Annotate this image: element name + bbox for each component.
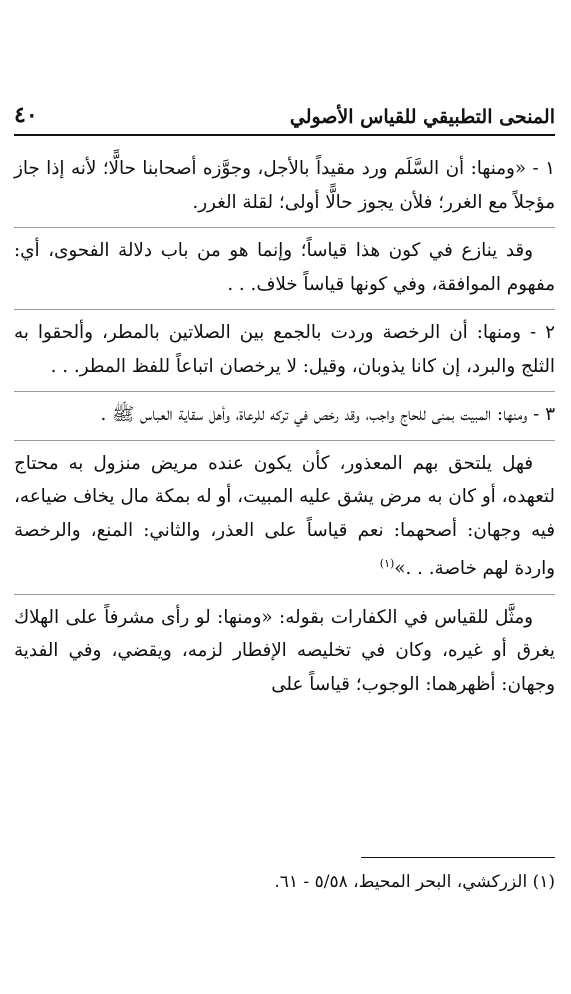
page-header [14,96,555,136]
paragraph-5-text: فهل يلتحق بهم المعذور، كأن يكون عنده مريض منزول به محتاج لتعهده، أو كان به مرض يشق عليه المبيت، أو له بمكة مال يخاف ضياعه، فيه وجهان: أصحهما: نعم قياساً على العذر، والثاني: المنع، والرخصة واردة لهم خاصة. . .» [14,452,555,580]
footnote: (١) الزركشي، البحر المحيط، ٥/٥٨ - ٦١. [274,872,555,892]
paragraph-3: ٢ - ومنها: أن الرخصة وردت بالجمع بين الصلاتين بالمطر، وألحقوا به الثلج والبرد، إن كانا يذوبان، وقيل: لا يرخصان اتباعاً للفظ المطر. . . [14,322,555,377]
footnote-rule [361,857,555,858]
footnote-marker: (١) [379,557,395,570]
paragraph-6: ومثَّل للقياس في الكفارات بقوله: «ومنها: لو رأى مشرفاً على الهلاك يغرق أو غيره، وكان في تخليصه الإفطار لزمه، ويقضي، وفي الفدية وجهان: أظهرهما: الوجوب؛ قياساً على [14,606,555,695]
main-text [14,146,555,709]
running-title: المنحى التطبيقي للقياس الأصولي [289,106,555,128]
page-number: ٤٠ [14,102,38,128]
paragraph-2: وقد ينازع في كون هذا قياساً؛ وإنما هو من باب دلالة الفحوى، أي: مفهوم الموافقة، وفي كونها قياساً خلاف. . . [14,240,555,295]
paragraph-1: ١ - «ومنها: أن السَّلَم ورد مقيداً بالأجل، وجوَّزه أصحابنا حالًّا؛ لأنه إذا جاز مؤجلاً مع الغرر؛ فلأن يجوز حالًّا أولى؛ لقلة الغرر. [14,158,555,213]
paragraph-4: ٣ - ومنها: المبيت بمنى للحاج واجب، وقد رخص في تركه للرعاة، وأهل سقاية العباس ﷺ . [100,404,555,425]
paragraph-5 [14,441,555,594]
